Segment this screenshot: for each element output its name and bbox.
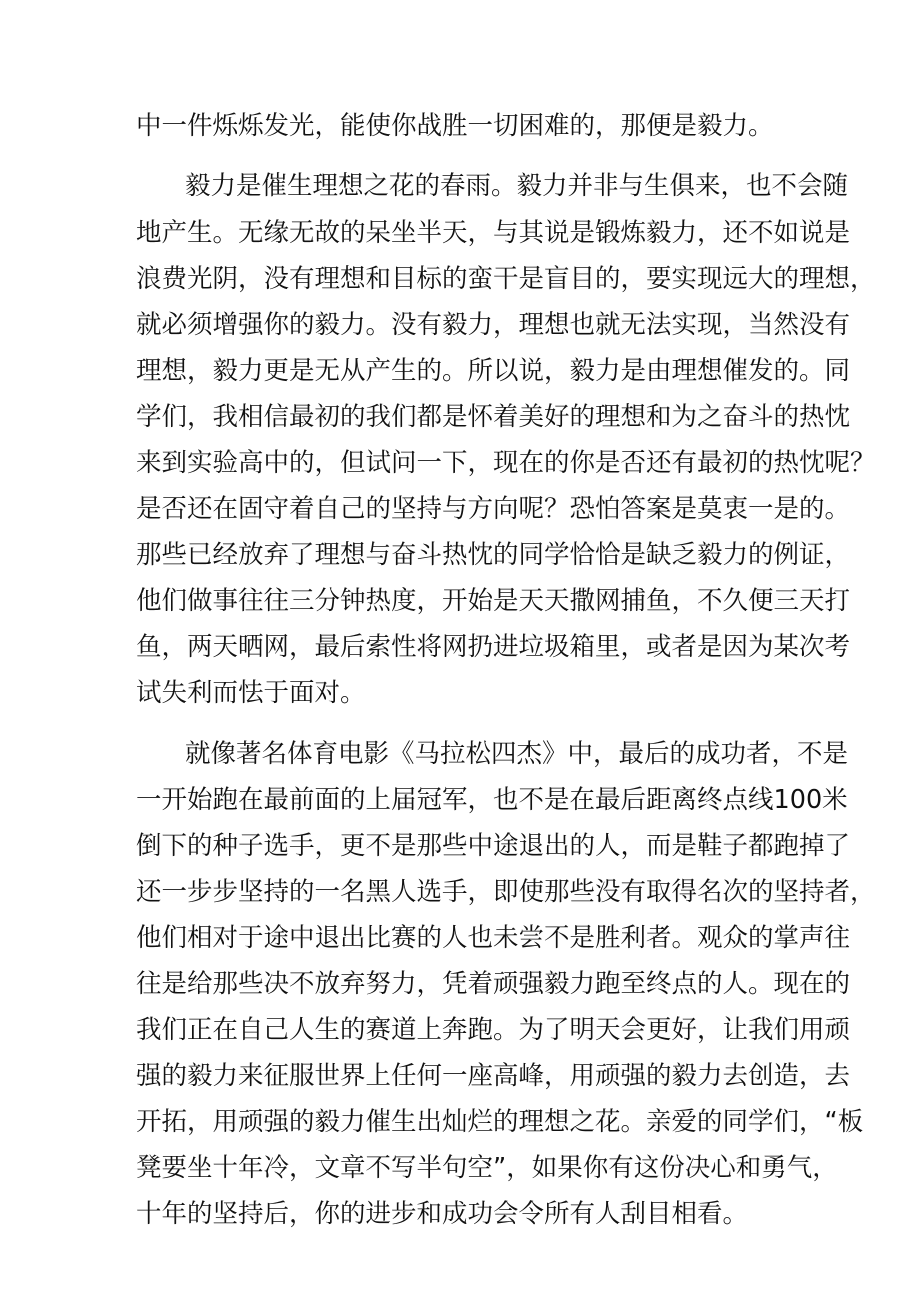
text-line: 就必须增强你的毅力。没有毅力，理想也就无法实现，当然没有 (136, 310, 851, 340)
text-line: 往是给那些决不放弃努力，凭着顽强毅力跑至终点的人。现在的 (136, 969, 851, 999)
text-line: 那些已经放弃了理想与奋斗热忱的同学恰恰是缺乏毅力的例证， (136, 540, 851, 570)
text-line: 倒下的种子选手，更不是那些中途退出的人，而是鞋子都跑掉了 (136, 831, 851, 861)
text-line: 十年的坚持后，你的进步和成功会令所有人刮目相看。 (136, 1199, 749, 1229)
text-line: 浪费光阴，没有理想和目标的蛮干是盲目的，要实现远大的理想， (136, 264, 876, 294)
text-line: 他们做事往往三分钟热度，开始是天天撒网捕鱼，不久便三天打 (136, 586, 851, 616)
text-line: 凳要坐十年冷，文章不写半句空”，如果你有这份决心和勇气， (136, 1153, 838, 1183)
text-line: 一开始跑在最前面的上届冠军，也不是在最后距离终点线100米 (136, 785, 848, 815)
text-line: 还一步步坚持的一名黑人选手，即使那些没有取得名次的坚持者， (136, 877, 876, 907)
text-line: 就像著名体育电影《马拉松四杰》中，最后的成功者，不是 (185, 739, 849, 769)
text-line: 理想，毅力更是无从产生的。所以说，毅力是由理想催发的。同 (136, 356, 851, 386)
text-line: 学们，我相信最初的我们都是怀着美好的理想和为之奋斗的热忱 (136, 402, 851, 432)
text-line: 鱼，两天晒网，最后索性将网扔进垃圾箱里，或者是因为某次考 (136, 632, 851, 662)
text-line: 地产生。无缘无故的呆坐半天，与其说是锻炼毅力，还不如说是 (136, 218, 851, 248)
text-line: 是否还在固守着自己的坚持与方向呢？恐怕答案是莫衷一是的。 (136, 494, 851, 524)
text-line: 毅力是催生理想之花的春雨。毅力并非与生俱来，也不会随 (185, 171, 849, 201)
text-line: 开拓，用顽强的毅力催生出灿烂的理想之花。亲爱的同学们，“板 (136, 1107, 864, 1137)
text-line: 来到实验高中的，但试问一下，现在的你是否还有最初的热忱呢？ (136, 448, 876, 478)
text-line: 强的毅力来征服世界上任何一座高峰，用顽强的毅力去创造，去 (136, 1061, 851, 1091)
text-line: 他们相对于途中退出比赛的人也未尝不是胜利者。观众的掌声往 (136, 923, 851, 953)
text-line: 我们正在自己人生的赛道上奔跑。为了明天会更好，让我们用顽 (136, 1015, 851, 1045)
text-line: 试失利而怯于面对。 (136, 678, 366, 708)
text-line: 中一件烁烁发光，能使你战胜一切困难的，那便是毅力。 (136, 111, 774, 141)
